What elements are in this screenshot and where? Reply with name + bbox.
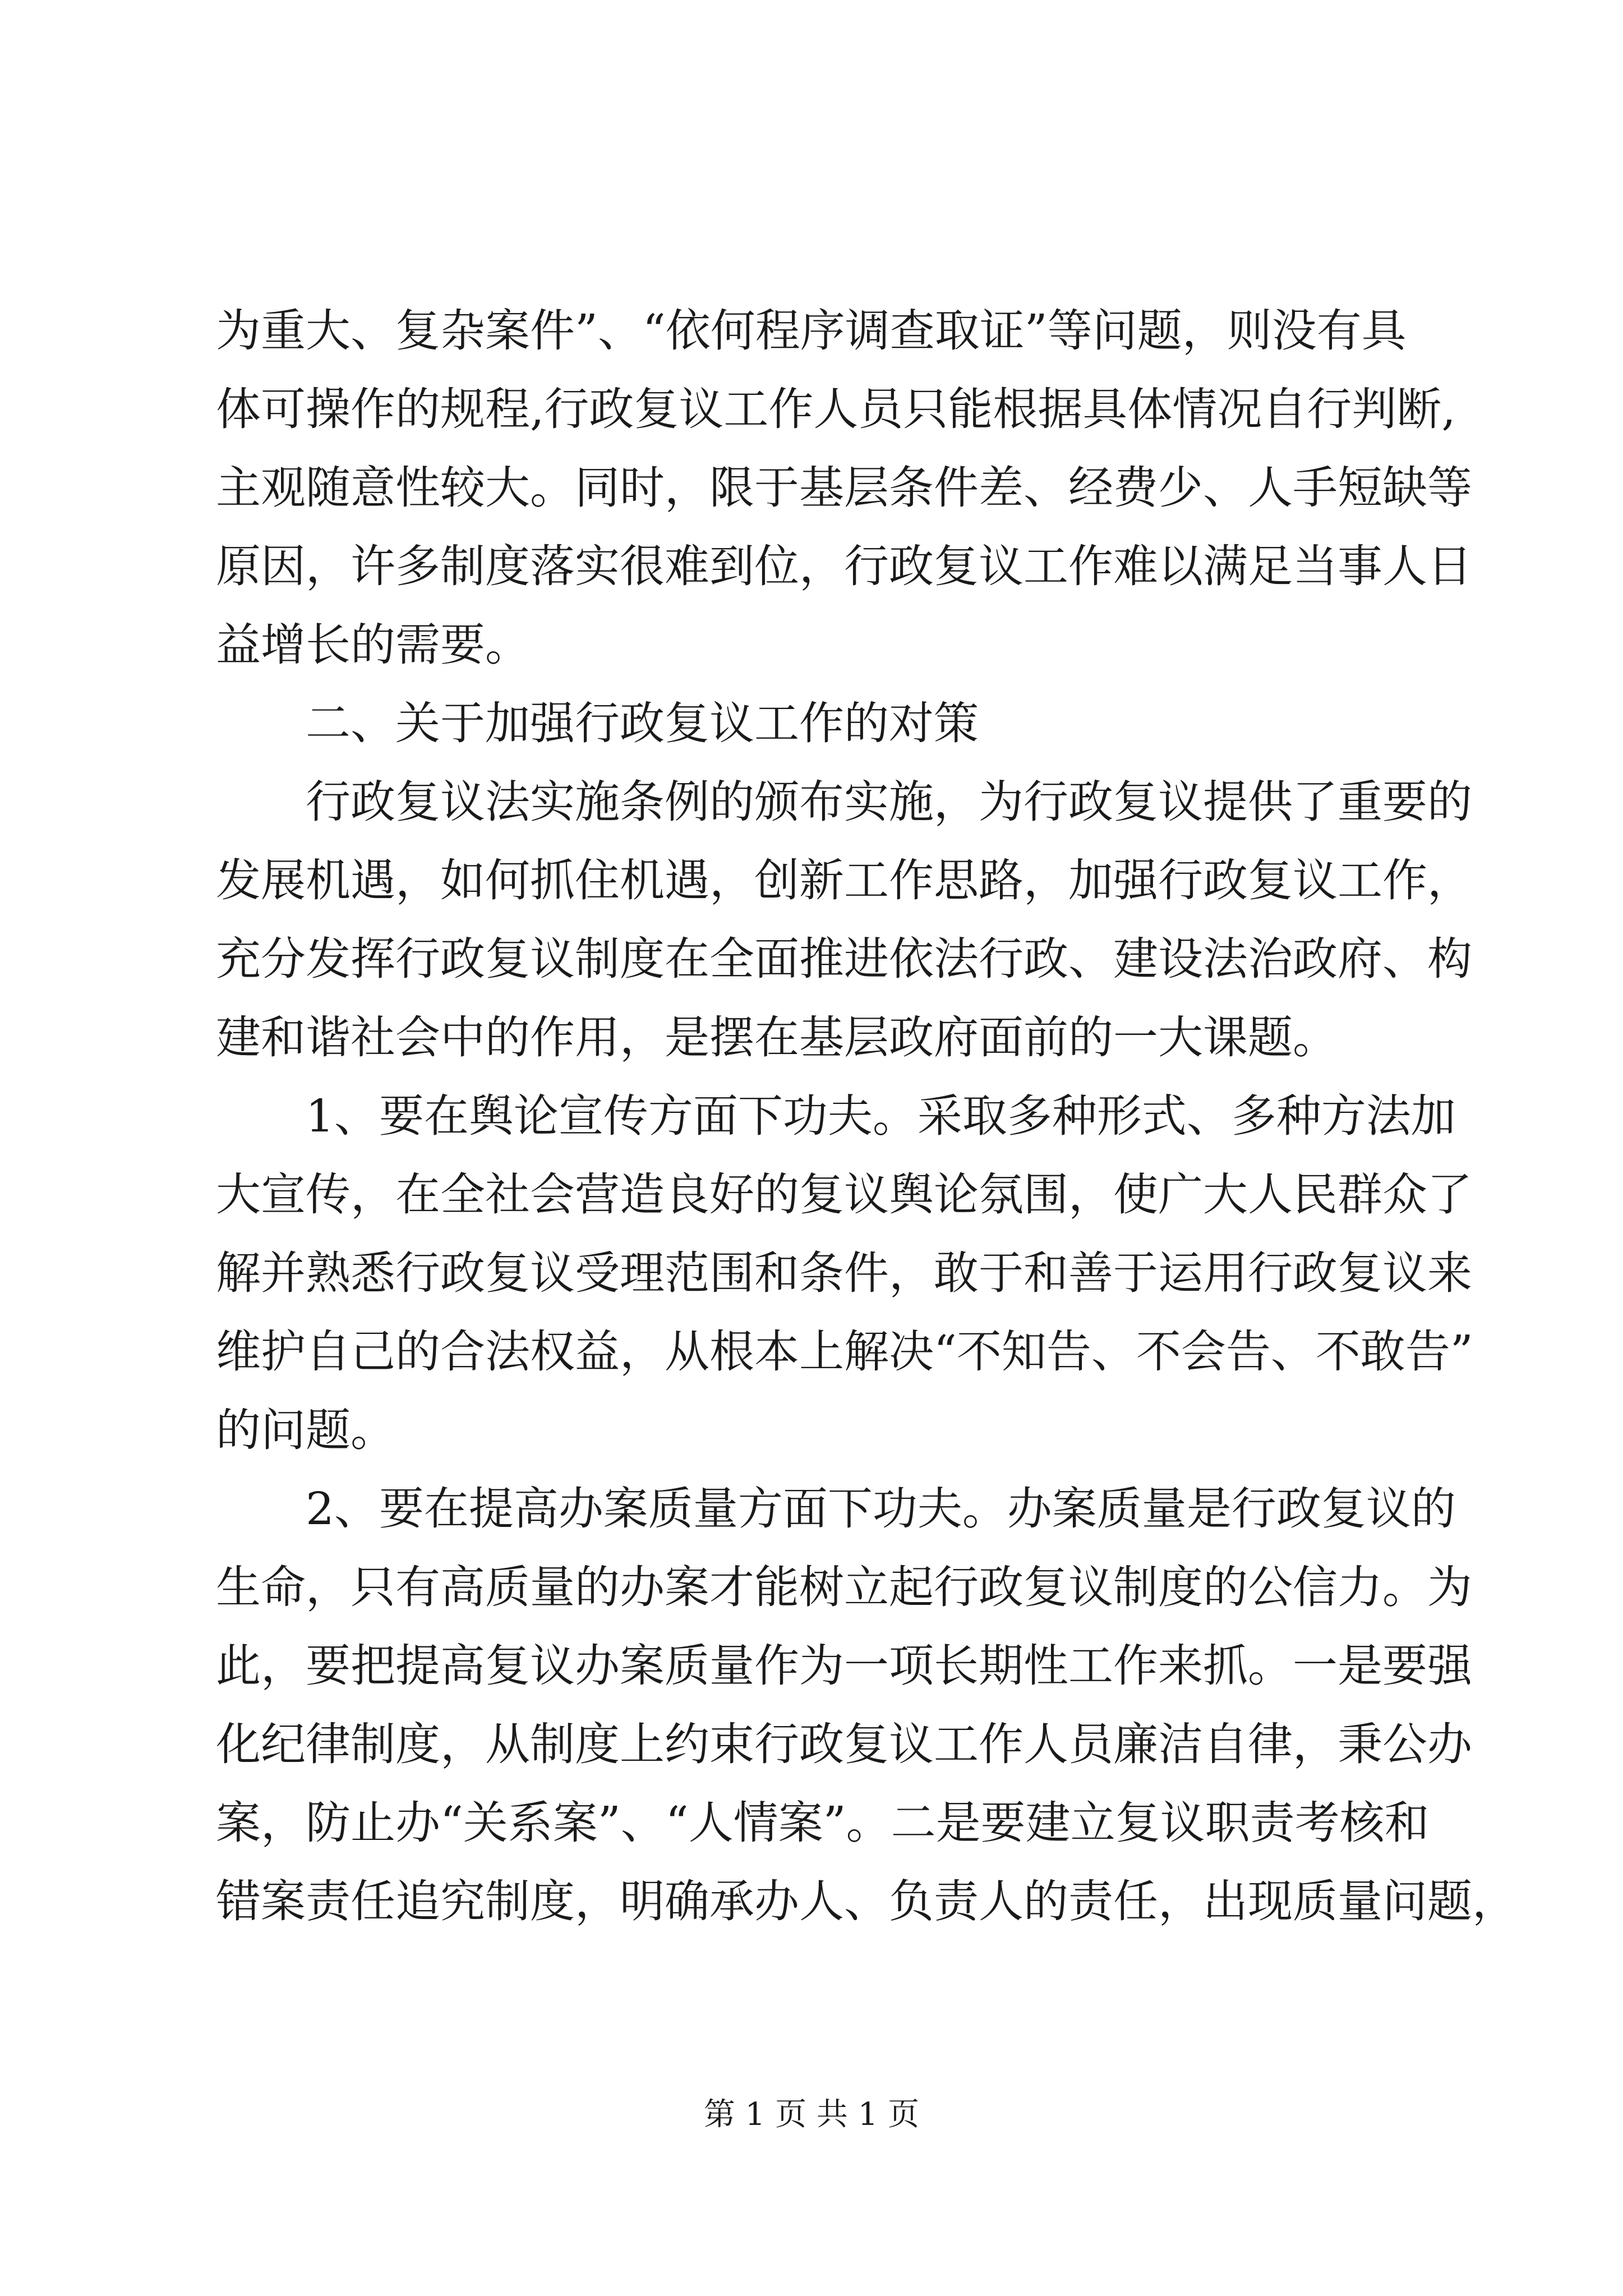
document-body xyxy=(216,292,1517,1941)
text-line: 主观随意性较大。同时，限于基层条件差、经费少、人手短缺等 xyxy=(216,462,1472,514)
text-line: 大宣传，在全社会营造良好的复议舆论氛围，使广大人民群众了 xyxy=(216,1168,1472,1221)
text-line: 益增长的需要。 xyxy=(216,619,530,671)
page-number-label: 第 1 页 共 1 页 xyxy=(703,2096,920,2133)
text-line: 生命，只有高质量的办案才能树立起行政复议制度的公信力。为 xyxy=(216,1561,1472,1613)
page-footer xyxy=(0,2092,1623,2137)
text-line: 1、要在舆论宣传方面下功夫。采取多种形式、多种方法加 xyxy=(306,1090,1456,1142)
text-line: 错案责任追究制度，明确承办人、负责人的责任，出现质量问题， xyxy=(216,1875,1517,1927)
text-line: 2、要在提高办案质量方面下功夫。办案质量是行政复议的 xyxy=(306,1483,1456,1535)
text-line: 发展机遇，如何抓住机遇，创新工作思路，加强行政复议工作， xyxy=(216,854,1472,907)
text-line: 原因，许多制度落实很难到位，行政复议工作难以满足当事人日 xyxy=(216,540,1472,592)
text-line: 体可操作的规程,行政复议工作人员只能根据具体情况自行判断, xyxy=(216,383,1456,435)
text-line: 化纪律制度，从制度上约束行政复议工作人员廉洁自律，秉公办 xyxy=(216,1718,1472,1770)
text-line: 建和谐社会中的作用，是摆在基层政府面前的一大课题。 xyxy=(216,1011,1338,1064)
text-line: 解并熟悉行政复议受理范围和条件，敢于和善于运用行政复议来 xyxy=(216,1247,1472,1299)
text-line: 此，要把提高复议办案质量作为一项长期性工作来抓。一是要强 xyxy=(216,1640,1472,1692)
text-line: 行政复议法实施条例的颁布实施，为行政复议提供了重要的 xyxy=(306,776,1472,828)
section-heading: 二、关于加强行政复议工作的对策 xyxy=(306,697,979,749)
text-line: 案，防止办“关系案”、“人情案”。二是要建立复议职责考核和 xyxy=(216,1797,1430,1849)
text-line: 充分发挥行政复议制度在全面推进依法行政、建设法治政府、构 xyxy=(216,933,1472,985)
text-line: 维护自己的合法权益，从根本上解决“不知告、不会告、不敢告” xyxy=(216,1326,1473,1378)
text-line: 的问题。 xyxy=(216,1404,395,1456)
text-line: 为重大、复杂案件”、“依何程序调查取证”等问题，则没有具 xyxy=(216,305,1407,357)
